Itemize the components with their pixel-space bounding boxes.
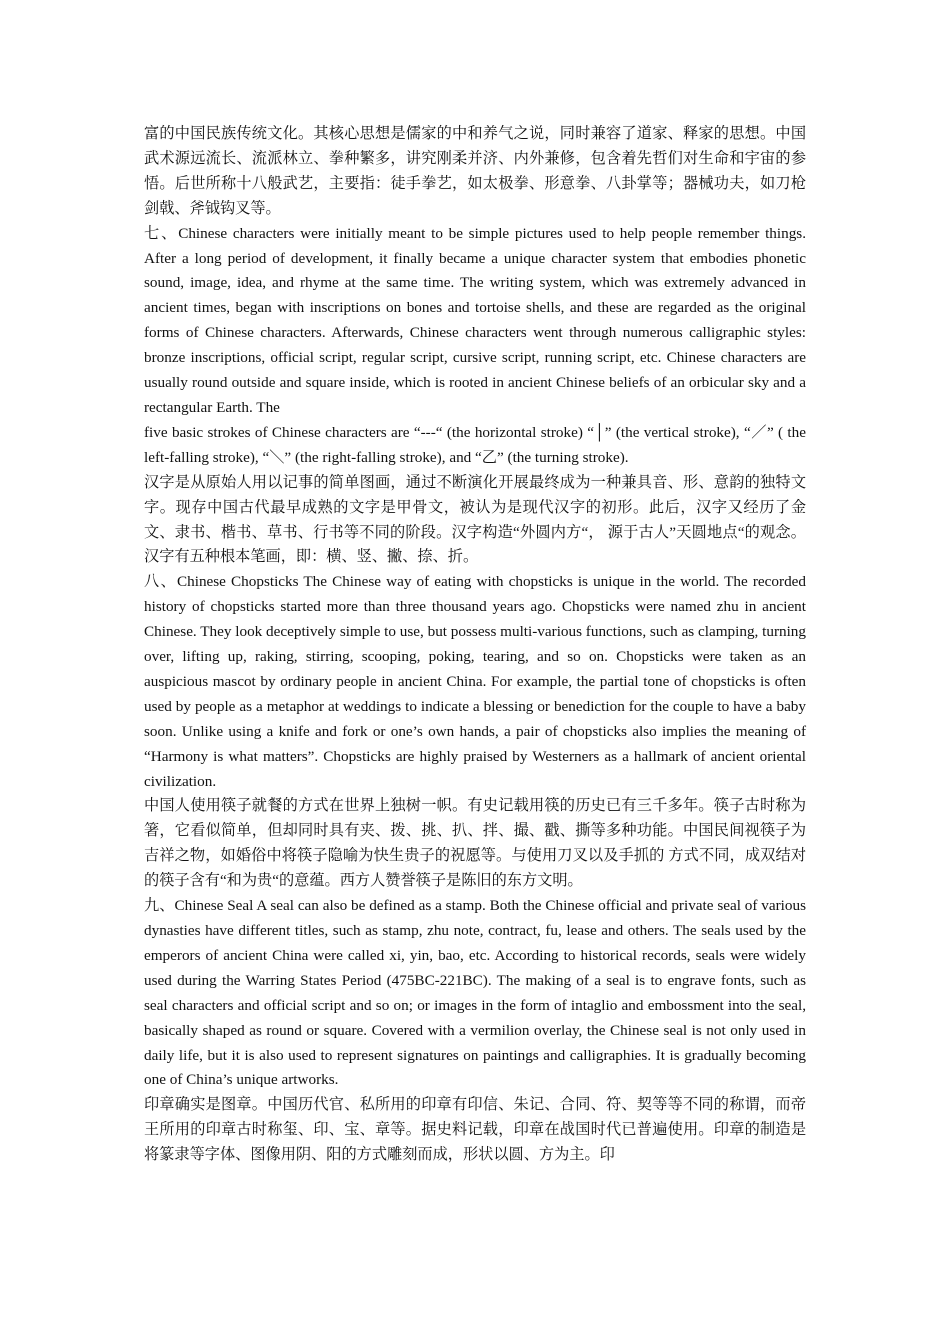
paragraph-seal-en: 九、Chinese Seal A seal can also be defined as a stamp. Both the Chinese official and private seal of various dynasties have different titles, such as stamp, zhu note, contract, fu, lease and others. The seals used by the emperors of ancient China were called xi, yin, bao, etc. According to historical records, seals were widely used during the Warring States Period (475BC-221BC). The making of a seal is to engrave fonts, such as seal characters and official script and so on; or images in the form of intaglio and embossment into the seal, basically shaped as round or square. Covered with a vermilion overlay, the Chinese seal is not only used in daily life, but it is also used to represent signatures on paintings and calligraphies. It is gradually becoming one of China’s unique artworks. [144, 897, 806, 1089]
paragraph-characters-en: 七、Chinese characters were initially meant to be simple pictures used to help people remember things. After a long period of development, it finally became a unique character system that embodies phonetic sound, image, idea, and rhyme at the same time. The writing system, which was extremely advanced in ancient times, began with inscriptions on bones and tortoise shells, and these are regarded as the original forms of Chinese characters. Afterwards, Chinese characters went through numerous calligraphic styles: bronze inscriptions, official script, regular script, cursive script, running script, etc. Chinese characters are usually round outside and square inside, which is rooted in ancient Chinese beliefs of an orbicular sky and a rectangular Earth. The [144, 224, 806, 416]
paragraph-seal-cn: 印章确实是图章。中国历代官、私所用的印章有印信、朱记、合同、符、契等等不同的称谓，而帝王所用的印章古时称玺、印、宝、章等。据史料记载，印章在战国时代已普遍使用。印章的制造是将篆隶等字体、图像用阴、阳的方式雕刻而成，形状以圆、方为主。印 [144, 1096, 806, 1164]
document-page [144, 122, 806, 1168]
paragraph-characters-cn: 汉字是从原始人用以记事的简单图画，通过不断演化开展最终成为一种兼具音、形、意韵的独特文字。现存中国古代最早成熟的文字是甲骨文，被认为是现代汉字的初形。此后，汉字又经历了金文、隶书、楷书、草书、行书等不同的阶段。汉字构造“外圆内方“， 源于古人”天圆地点“的观念。汉字有五种根本笔画，即：横、竖、撇、捺、折。 [144, 473, 806, 566]
paragraph-martial-arts-cn: 富的中国民族传统文化。其核心思想是儒家的中和养气之说，同时兼容了道家、释家的思想。中国武术源远流长、流派林立、拳种繁多，讲究刚柔并济、内外兼修，包含着先哲们对生命和宇宙的参悟。后世所称十八般武艺，主要指：徒手拳艺，如太极拳、形意拳、八卦掌等；器械功夫，如刀枪剑戟、斧钺钩叉等。 [144, 125, 806, 217]
paragraph-chopsticks-en: 八、Chinese Chopsticks The Chinese way of eating with chopsticks is unique in the world. The recorded history of chopsticks started more than three thousand years ago. Chopsticks were named zhu in ancient Chinese. They look deceptively simple to use, but possess multi-various functions, such as clamping, turning over, lifting up, raking, stirring, scooping, poking, tearing, and so on. Chopsticks were taken as an auspicious mascot by ordinary people in ancient China. For example, the partial tone of chopsticks is often used by people as a metaphor at weddings to indicate a blessing or benediction for the couple to have a baby soon. Unlike using a knife and fork or one’s own hands, a pair of chopsticks also implies the meaning of “Harmony is what matters”. Chopsticks are highly praised by Westerners as a hallmark of ancient oriental civilization. [144, 573, 806, 790]
paragraph-chopsticks-cn: 中国人使用筷子就餐的方式在世界上独树一帜。有史记载用筷的历史已有三千多年。筷子古时称为箸，它看似简单，但却同时具有夹、拨、挑、扒、拌、撮、戳、撕等多种功能。中国民间视筷子为吉祥之物，如婚俗中将筷子隐喻为快生贵子的祝愿等。与使用刀叉以及手抓的 方式不同，成双结对的筷子含有“和为贵“的意蕴。西方人赞誉筷子是陈旧的东方文明。 [144, 797, 806, 890]
paragraph-strokes-en: five basic strokes of Chinese characters are “---“ (the horizontal stroke) “│” (the vertical stroke), “／” ( the left-falling stroke), “＼” (the right-falling stroke), and “乙” (the turning stroke). [144, 423, 806, 466]
